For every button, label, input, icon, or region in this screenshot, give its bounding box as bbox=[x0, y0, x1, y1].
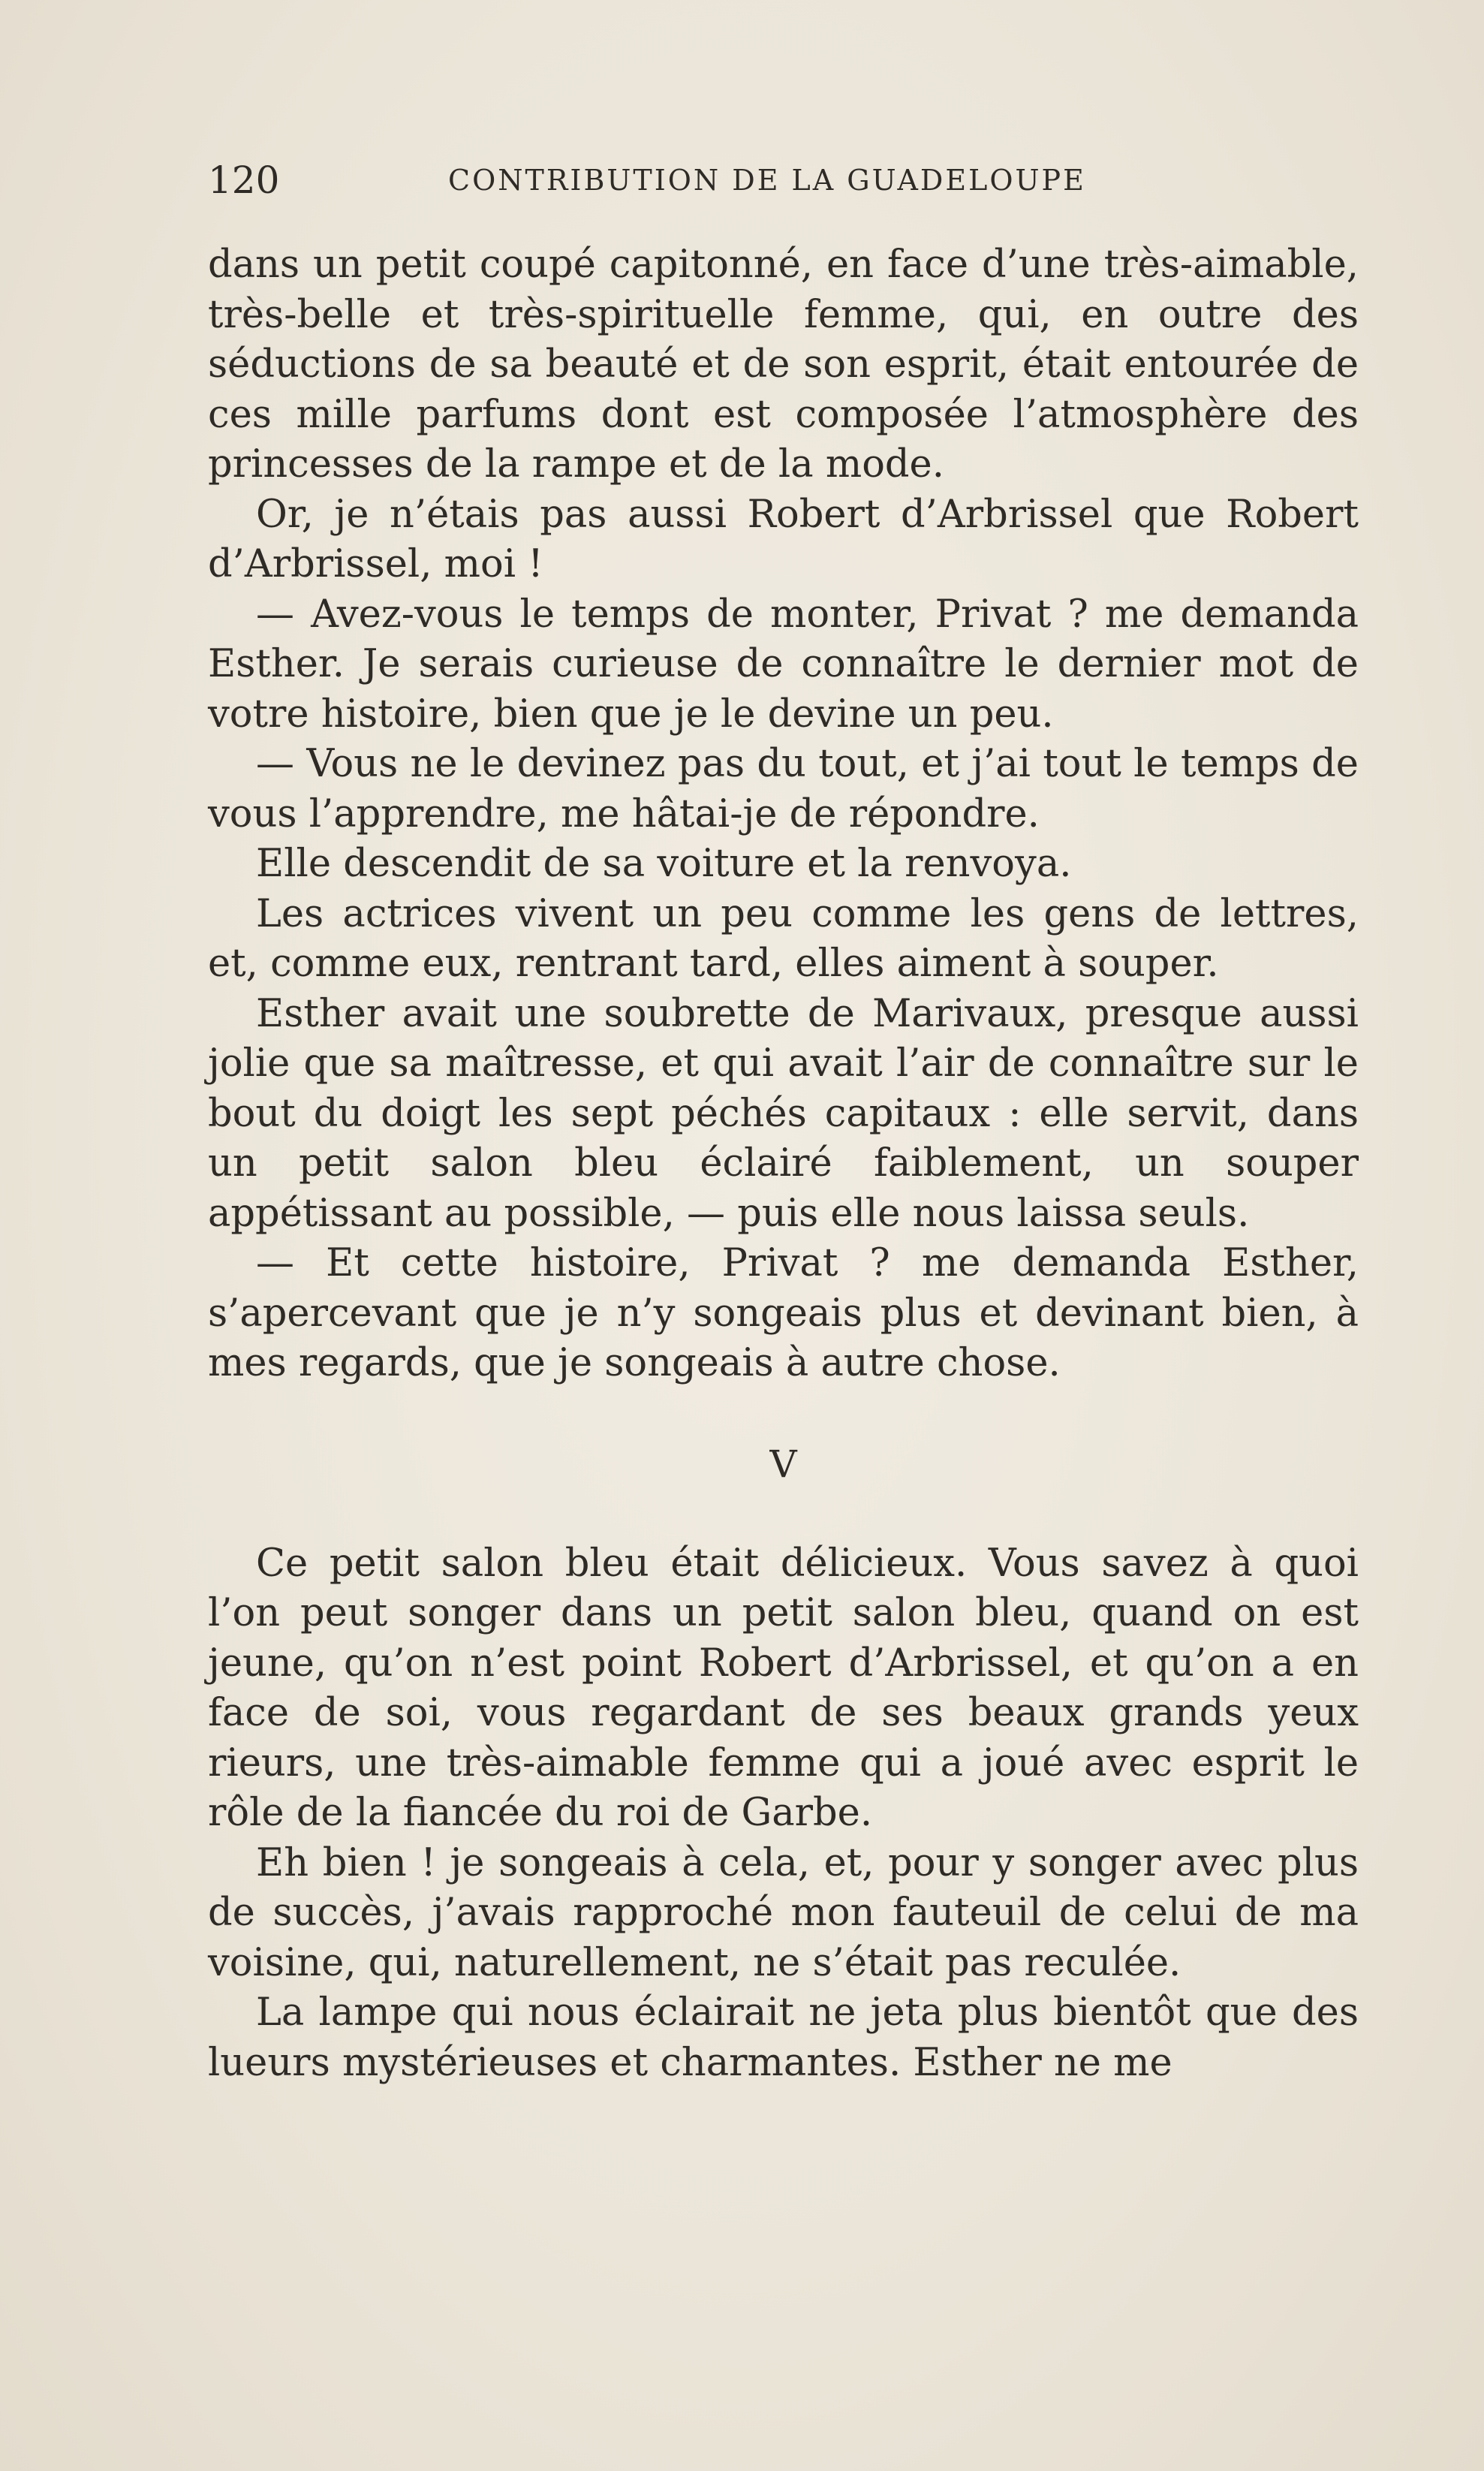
paragraph: Les actrices vivent un peu comme les gens de lettres, et, comme eux, rentrant tard, elles aiment à souper. bbox=[208, 891, 1359, 986]
paragraph: Elle descendit de sa voiture et la renvoya. bbox=[256, 842, 1072, 886]
section-heading: V bbox=[769, 1442, 797, 1486]
text-after-section bbox=[208, 1539, 1359, 2089]
paragraph: La lampe qui nous éclairait ne jeta plus bientôt que des lueurs mystérieuses et charmantes. Esther ne me bbox=[208, 1990, 1359, 2085]
running-head: CONTRIBUTION DE LA GUADELOUPE bbox=[448, 164, 1086, 197]
page-header bbox=[208, 154, 1349, 206]
page-body bbox=[208, 240, 1359, 2088]
paragraph: — Avez-vous le temps de monter, Privat ? me demanda Esther. Je serais curieuse de connaître le dernier mot de votre histoire, bien que je le devine un peu. bbox=[208, 592, 1359, 737]
text-before-section bbox=[208, 240, 1359, 1389]
paragraph: Eh bien ! je songeais à cela, et, pour y songer avec plus de succès, j’avais rapproché mon fauteuil de celui de ma voisine, qui, naturellement, ne s’était pas reculée. bbox=[208, 1840, 1359, 1985]
paragraph: — Et cette histoire, Privat ? me demanda Esther, s’apercevant que je n’y songeais plus et devinant bien, à mes regards, que je songeais à autre chose. bbox=[208, 1241, 1359, 1385]
page-number: 120 bbox=[208, 158, 280, 202]
paragraph: — Vous ne le devinez pas du tout, et j’ai tout le temps de vous l’apprendre, me hâtai-je de répondre. bbox=[208, 742, 1359, 836]
paragraph: dans un petit coupé capitonné, en face d’une très-aimable, très-belle et très-spirituelle femme, qui, en outre des séductions de sa beauté et de son esprit, était entourée de ces mille parfums dont est composée l’atmosphère des princesses de la rampe et de la mode. bbox=[208, 243, 1359, 487]
paragraph: Or, je n’étais pas aussi Robert d’Arbrissel que Robert d’Arbrissel, moi ! bbox=[208, 492, 1359, 586]
paragraph: Esther avait une soubrette de Marivaux, presque aussi jolie que sa maîtresse, et qui avait l’air de connaître sur le bout du doigt les sept péchés capitaux : elle servit, dans un petit salon bleu éclairé faiblement, un souper appétissant au possible, — puis elle nous laissa seuls. bbox=[208, 991, 1359, 1236]
paragraph: Ce petit salon bleu était délicieux. Vous savez à quoi l’on peut songer dans un petit salon bleu, quand on est jeune, qu’on n’est point Robert d’Arbrissel, et qu’on a en face de soi, vous regardant de ses beaux grands yeux rieurs, une très-aimable femme qui a joué avec esprit le rôle de la fiancée du roi de Garbe. bbox=[208, 1541, 1359, 1835]
